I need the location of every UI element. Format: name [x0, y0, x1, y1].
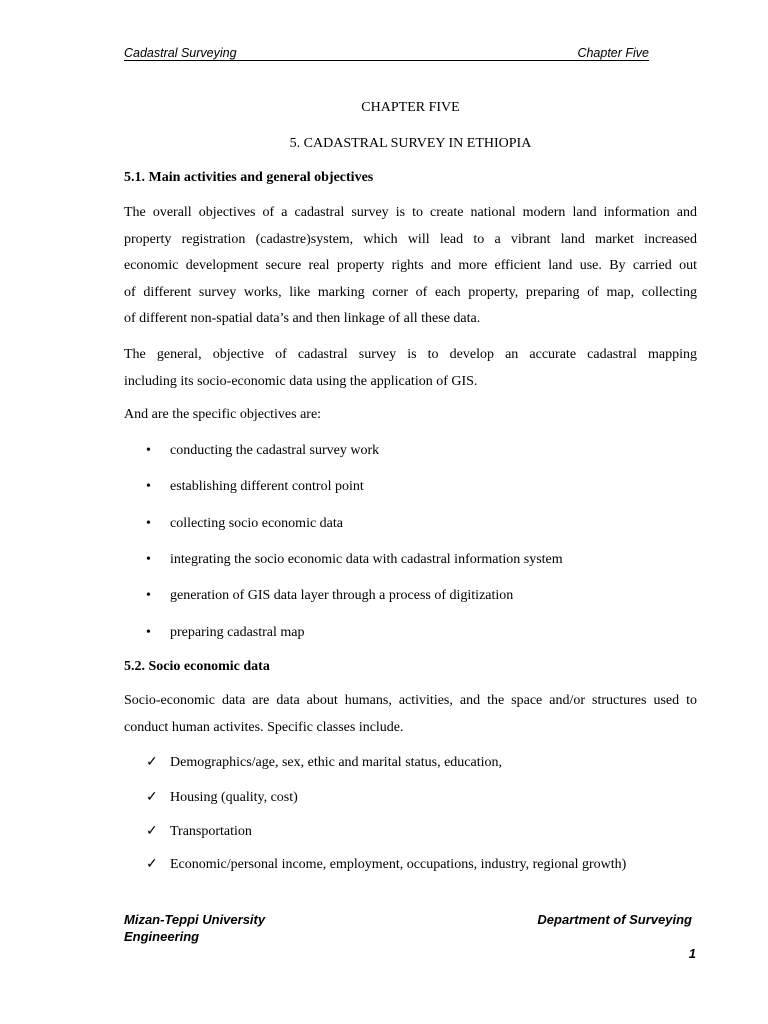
section-heading-5-1: 5.1. Main activities and general objectives: [124, 170, 374, 185]
paragraph-socio-economic: [124, 688, 697, 741]
bullet-icon: •: [146, 479, 151, 494]
check-mark-icon: ✓: [146, 790, 158, 805]
paragraph-line: of different non-spatial data’s and then linkage of all these data.: [124, 311, 481, 326]
bullet-icon: •: [146, 625, 151, 640]
header-right: Chapter Five: [577, 46, 649, 60]
chapter-title: CHAPTER FIVE: [361, 100, 460, 115]
list-item-text: Transportation: [170, 824, 252, 839]
paragraph-line: of different survey works, like marking corner of each property, preparing of map, collecting: [124, 284, 697, 300]
list-item-text: Demographics/age, sex, ethic and marital status, education,: [170, 755, 503, 770]
section-heading-5-2: 5.2. Socio economic data: [124, 659, 270, 674]
paragraph-line: The general, objective of cadastral survey is to develop an accurate cadastral mapping: [124, 347, 697, 362]
list-item-text: Economic/personal income, employment, occupations, industry, regional growth): [170, 857, 627, 872]
list-item-text: establishing different control point: [170, 479, 364, 494]
paragraph-general-objective: [124, 342, 697, 395]
paragraph-line: including its socio-economic data using the application of GIS.: [124, 373, 478, 389]
list-item-text: Housing (quality, cost): [170, 790, 298, 805]
bullet-icon: •: [146, 552, 151, 567]
paragraph-line: property registration (cadastre)system, which will lead to a vibrant land market increased: [124, 231, 697, 247]
bullet-icon: •: [146, 443, 151, 458]
objectives-intro: And are the specific objectives are:: [124, 407, 322, 422]
chapter-subtitle: 5. CADASTRAL SURVEY IN ETHIOPIA: [289, 136, 532, 151]
paragraph-overall-objectives: [124, 200, 697, 333]
paragraph-line: The overall objectives of a cadastral survey is to create national modern land information and: [124, 205, 697, 220]
bullet-icon: •: [146, 516, 151, 531]
check-mark-icon: ✓: [146, 755, 158, 770]
check-mark-icon: ✓: [146, 857, 158, 872]
footer-faculty: Engineering: [124, 929, 200, 944]
list-item-text: conducting the cadastral survey work: [170, 443, 380, 458]
list-item-text: collecting socio economic data: [170, 516, 343, 531]
bullet-icon: •: [146, 588, 151, 603]
running-header: [124, 46, 649, 61]
list-item-text: preparing cadastral map: [170, 625, 305, 640]
paragraph-line: Socio-economic data are data about humans, activities, and the space and/or structures used to: [124, 693, 697, 708]
check-mark-icon: ✓: [146, 824, 158, 839]
page-number: 1: [688, 946, 696, 961]
footer-university: Mizan-Teppi University: [124, 912, 266, 927]
header-left: Cadastral Surveying: [124, 46, 237, 60]
footer-department: Department of Surveying: [537, 912, 692, 927]
list-item-text: generation of GIS data layer through a process of digitization: [170, 588, 514, 603]
paragraph-line: conduct human activites. Specific classes include.: [124, 719, 404, 735]
list-item-text: integrating the socio economic data with cadastral information system: [170, 552, 563, 567]
paragraph-line: economic development secure real property rights and more efficient land use. By carried out: [124, 258, 697, 273]
